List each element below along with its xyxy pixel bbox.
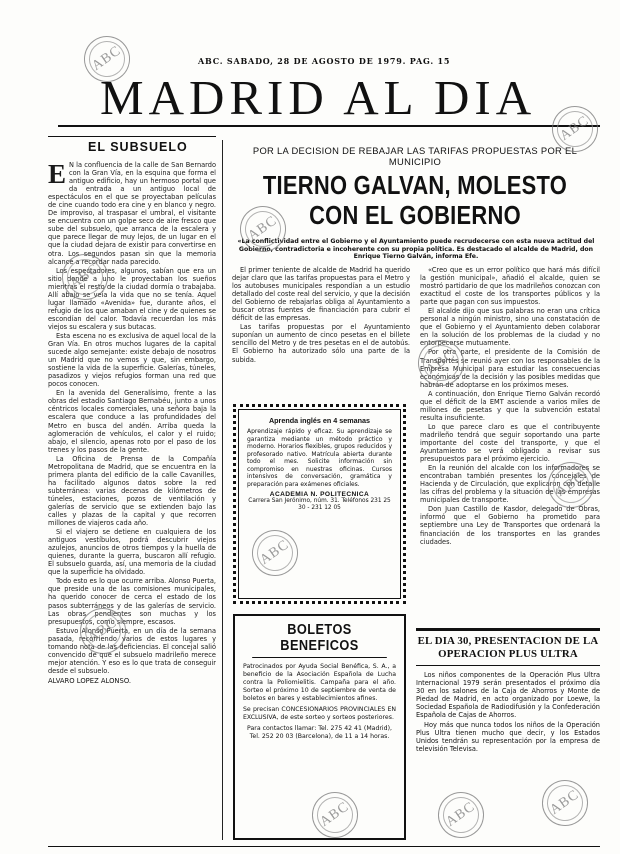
english-ad-academy: ACADEMIA N. POLITECNICA	[269, 491, 370, 498]
article-paragraph: Don Juan Castillo de Kasdor, delegado de Obras, informó que el Gobierno ha prometido para septiembre una Ley de Transportes que ordenará la financiación de los transportes en las grandes ciudades.	[420, 505, 600, 546]
english-course-ad	[233, 404, 406, 604]
article-paragraph: E N la confluencia de la calle de San Bernardo con la Gran Vía, en la esquina que forma el antiguo edificio, hay un hermoso portal que da entrada a un antiguo local de espectáculos en el que se proyectaban películas de cine cuando todo era cine y en blanco y negro. De improviso, al traspasar el umbral, el visitante se encuentra con un golpe seco de aire fresco que sube del subsuelo, que arranca de la escalera y que parece llegar de muy lejos, de un lugar en el que la ciudad dejara de existir para convertirse en otra. Los segundos pasan sin que la memoria alcance a recordar nada parecido.	[48, 159, 216, 266]
article-paragraph: Hoy más que nunca todos los niños de la Operación Plus Ultra tienen mucho que decir, y los Estados Unidos tendrán su representación por la empresa de televisión Televisa.	[416, 721, 600, 754]
page-dateline: ABC. SABADO, 28 DE AGOSTO DE 1979. PAG. 15	[198, 56, 451, 66]
lead-body-right	[420, 266, 600, 626]
abc-stamp-icon: ABC	[71, 599, 135, 663]
column-divider	[222, 140, 223, 840]
left-column-top-rule	[48, 136, 216, 137]
article-paragraph: El alcalde dijo que sus palabras no eran una crítica personal a ningún ministro, sino una constatación de que el Gobierno y el Ayuntamiento deben colaborar en la solución de los problemas de la ciudad y no entorpecerse mutuamente.	[420, 307, 600, 348]
masthead-rule	[58, 125, 600, 127]
english-ad-body: Aprendizaje rápido y eficaz. Su aprendizaje se garantiza mediante un método práctico y moderno. Horarios flexibles, grupos reducidos y profesorado nativo. Matrícula abierta durante todo el mes. Solicite información sin compromiso en nuestras oficinas. Cursos intensivos de conversación, gramática y preparación para exámenes oficiales.	[247, 428, 392, 488]
boletos-ad-offer: Se precisan CONCESIONARIOS PROVINCIALES EN EXCLUSIVA, de este sorteo y sorteos posteriores.	[243, 706, 396, 721]
english-ad-title: Aprenda inglés en 4 semanas	[268, 416, 371, 425]
abc-stamp-icon: ABC	[53, 245, 117, 309]
article-paragraph: En la avenida del Generalísimo, frente a las obras del estadio Santiago Bernabéu, junto a unos céntricos locales comerciales, una señora baja la escalera que conduce a las profundidades del Metro en busca del andén. Arriba queda la aglomeración de vehículos, el calor y el ruido; abajo, el silencio, apenas roto por el paso de los trenes y los pasos de la gente.	[48, 389, 216, 454]
article-paragraph: Por otra parte, el presidente de la Comisión de Transportes se reunió ayer con los responsables de la Empresa Municipal para estudiar las consecuencias económicas de la decisión y las posibles medidas que habrán de adoptarse en los próximos meses.	[420, 348, 600, 389]
boletos-ad-contact: Para contactos llamar: Tel. 275 42 41 (Madrid), Tel. 252 20 03 (Barcelona), de 11 a 14 horas.	[247, 725, 392, 740]
article-paragraph: Esta escena no es exclusiva de aquel local de la Gran Vía. En otros muchos lugares de la capital sucede algo semejante: existe debajo de nosotros un Madrid que no vemos y que, sin embargo, sostiene la vida de la superficie. Galerías, túneles, pasadizos y viejos refugios forman una red que pocos conocen.	[48, 331, 216, 389]
article-paragraph: Los niños componentes de la Operación Plus Ultra Internacional 1979 serán presentados el próximo día 30 en los salones de la Caja de Ahorros y Monte de Piedad de Madrid, en acto organizado por Loewe, la Sociedad Española de Radiodifusión y la Confederación Española de Cajas de Ahorros.	[416, 671, 600, 720]
article-paragraph: Si el viajero se detiene en cualquiera de los antiguos vestíbulos, podrá descubrir viejos azulejos, anuncios de otros tiempos y la huella de quienes, durante la guerra, buscaron allí refugio. El subsuelo guarda, así, una memoria de la ciudad que la superficie ha olvidado.	[48, 528, 216, 577]
subsuelo-article	[48, 140, 216, 848]
english-ad-address: Carrera San Jerónimo, núm. 31. Teléfonos 231 25 30 - 231 12 05	[248, 498, 391, 511]
article-paragraph: Estuvo Alonso Puerta, en un día de la semana pasada, recorriendo varios de estos lugares y tomando nota de las deficiencias. El concejal salió convencido de que el subsuelo madrileño merece mejor atención. Y eso es lo que trata de conseguir desde el subsuelo.	[48, 626, 216, 675]
article-paragraph: Lo que parece claro es que el contribuyente madrileño tendrá que seguir soportando una parte importante del coste del transporte, y que el Ayuntamiento se verá obligado a revisar sus presupuestos para el próximo ejercicio.	[420, 422, 600, 464]
abc-stamp-icon: ABC	[533, 771, 597, 835]
headline-rule	[416, 665, 600, 666]
abc-stamp-icon: ABC	[303, 783, 367, 847]
page-bottom-rule	[48, 846, 600, 847]
lead-body-left	[232, 266, 410, 396]
abc-stamp-icon: ABC	[409, 331, 473, 395]
abc-stamp-icon: ABC	[543, 97, 607, 161]
article-paragraph: La Oficina de Prensa de la Compañía Metropolitana de Madrid, que se encuentra en la primera planta del edificio de la calle Cavanilles, ha facilitado algunos datos sobre la red subterránea: varias decenas de kilómetros de túneles, estaciones, pozos de ventilación y galerías de servicio que se extienden bajo las calles y plazas de la capital y que recorren millones de viajeros cada año.	[48, 454, 216, 528]
article-author: ALVARO LOPEZ ALONSO.	[48, 676, 132, 685]
abc-stamp-icon: ABC	[231, 197, 295, 261]
article-paragraph: En la reunión del alcalde con los informadores se encontraban también presentes los concejales de Hacienda y de Circulación, que explicaron con detalle las cifras del problema y la situación de las empresas municipales de transporte.	[420, 464, 600, 505]
abc-stamp-icon: ABC	[75, 27, 139, 91]
article-paragraph: «Creo que es un error político que hará más difícil la gestión municipal», añadió el alcalde, quien se mostró partidario de que los madrileños conozcan con exactitud el coste de los transportes públicos y la parte que pagan con sus impuestos.	[420, 266, 600, 307]
subsuelo-headline: EL SUBSUELO	[88, 140, 188, 154]
lead-kicker: POR LA DECISION DE REBAJAR LAS TARIFAS PROPUESTAS POR EL MUNICIPIO	[252, 145, 578, 167]
article-paragraph: Los espectadores, algunos, sabían que era un sitio donde a uno le proyectaban los sueños mientras el resto de la ciudad dormía o trabajaba. Allí abajo se veía la vida que no se tenía. Aquel lugar llamado «Avenida» fue, durante años, el refugio de los que amaban el cine y de quienes se escondían del calor. Todavía recuerdan los más viejos su escalera y sus butacas.	[48, 266, 216, 331]
plus-ultra-headline: EL DIA 30, PRESENTACION DE LA OPERACION PLUS ULTRA	[417, 635, 599, 660]
abc-stamp-icon: ABC	[243, 521, 307, 585]
boletos-ad-body: Patrocinados por Ayuda Social Benéfica, S. A., a beneficio de la Asociación Española de Lucha contra la Poliomielitis. Campaña para el año. Sorteo el próximo 10 de septiembre de venta de boletos en bares y establecimientos afines.	[243, 663, 396, 702]
article-paragraph: Todo esto es lo que ocurre arriba. Alonso Puerta, que preside una de las comisiones municipales, ha querido conocer de cerca el estado de los pasos subterráneos y de las galerías de servicio. Las obras pendientes son muchas y los presupuestos, como siempre, escasos.	[48, 577, 216, 626]
abc-stamp-icon: ABC	[539, 453, 603, 517]
article-paragraph: A continuación, don Enrique Tierno Galván recordó que el déficit de la EMT asciende a varios miles de millones de pesetas y que la subvención estatal resulta insuficiente.	[420, 389, 600, 422]
boletos-ad-title: BOLETOS BENEFICOS	[252, 622, 387, 658]
lead-headline: TIERNO GALVAN, MOLESTO CON EL GOBIERNO	[262, 172, 568, 230]
lead-deck: «La conflictividad entre el Gobierno y el Ayuntamiento puede recrudecerse con esta nueva actitud del Gobierno, contradictoria e incoherente con su propia política. Es destacado el alcalde de Madrid, don Enrique Tierno Galván, informa Efe.	[237, 238, 595, 260]
drop-cap: E	[48, 159, 67, 189]
article-paragraph: Las tarifas propuestas por el Ayuntamiento suponían un aumento de cinco pesetas en el billete sencillo del Metro y de tres pesetas en el de autobús. El Gobierno ha autorizado sólo una parte de la subida.	[232, 323, 410, 364]
article-paragraph: El primer teniente de alcalde de Madrid ha querido dejar claro que las tarifas propuestas para el Metro y los autobuses municipales respondían a un estudio detallado del coste real del servicio, y que la decisión del Gobierno de rebajarlas obliga al Ayuntamiento a buscar otras fuentes de financiación para cubrir el déficit de las empresas.	[232, 266, 410, 323]
section-masthead: MADRID AL DIA	[100, 70, 537, 125]
abc-stamp-icon: ABC	[429, 783, 493, 847]
